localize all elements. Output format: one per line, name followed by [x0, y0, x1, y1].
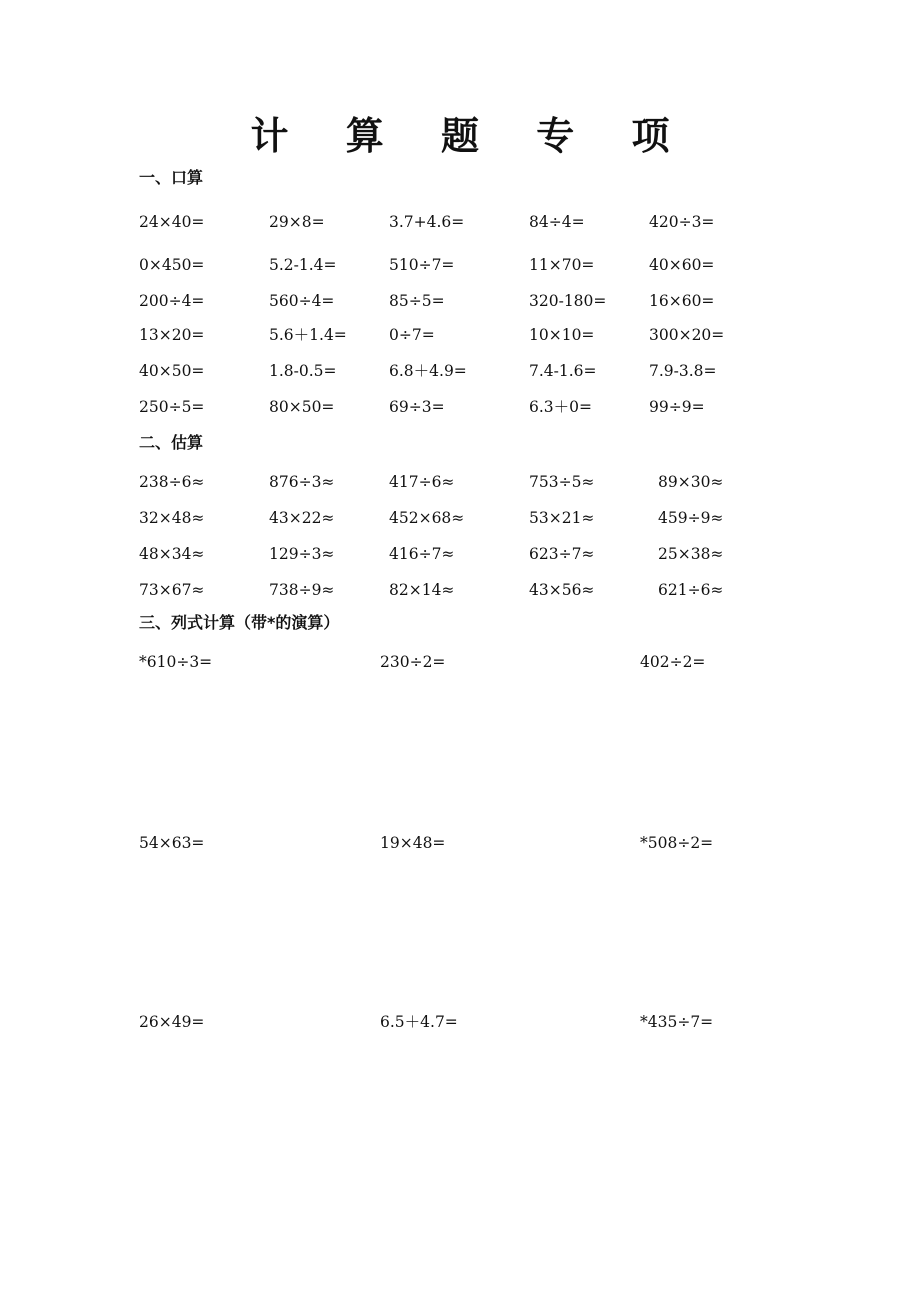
problem: 6.8＋4.9=	[389, 362, 467, 380]
problem: 416÷7≈	[389, 545, 455, 563]
problem: 753÷5≈	[529, 473, 595, 491]
problem: 230÷2=	[380, 653, 446, 671]
problem: 69÷3=	[389, 398, 445, 416]
problem: 26×49=	[139, 1013, 205, 1031]
problem: 238÷6≈	[139, 473, 205, 491]
problem: 560÷4=	[269, 292, 335, 310]
problem: 16×60=	[649, 292, 715, 310]
section-heading-estimation: 二、估算	[139, 433, 204, 452]
section-heading-written-calculation: 三、列式计算（带*的演算）	[139, 613, 340, 632]
estimation-row	[0, 544, 920, 564]
problem: *435÷7=	[640, 1013, 714, 1031]
mental-arithmetic-row	[0, 325, 920, 345]
problem: 1.8-0.5=	[269, 362, 337, 380]
problem: 84÷4=	[529, 213, 585, 231]
problem: 250÷5=	[139, 398, 205, 416]
estimation-row	[0, 472, 920, 492]
problem: 89×30≈	[658, 473, 724, 491]
problem: 459÷9≈	[658, 509, 724, 527]
mental-arithmetic-row	[0, 255, 920, 275]
estimation-row	[0, 580, 920, 600]
problem: 99÷9=	[649, 398, 705, 416]
problem: 73×67≈	[139, 581, 205, 599]
problem: 452×68≈	[389, 509, 465, 527]
problem: 82×14≈	[389, 581, 455, 599]
problem: 300×20=	[649, 326, 725, 344]
problem: 80×50=	[269, 398, 335, 416]
problem: 54×63=	[139, 834, 205, 852]
problem: 19×48=	[380, 834, 446, 852]
problem: 402÷2=	[640, 653, 706, 671]
problem: 29×8=	[269, 213, 325, 231]
mental-arithmetic-row	[0, 397, 920, 417]
problem: 13×20=	[139, 326, 205, 344]
problem: 7.9-3.8=	[649, 362, 717, 380]
problem: 510÷7=	[389, 256, 455, 274]
problem: 320-180=	[529, 292, 607, 310]
problem: 738÷9≈	[269, 581, 335, 599]
mental-arithmetic-row	[0, 212, 920, 232]
problem: 43×56≈	[529, 581, 595, 599]
problem: *610÷3=	[139, 653, 213, 671]
problem: 40×50=	[139, 362, 205, 380]
problem: 7.4-1.6=	[529, 362, 597, 380]
problem: 24×40=	[139, 213, 205, 231]
problem: 0÷7=	[389, 326, 435, 344]
problem: 623÷7≈	[529, 545, 595, 563]
written-calculation-row	[0, 652, 920, 672]
problem: 48×34≈	[139, 545, 205, 563]
mental-arithmetic-row	[0, 291, 920, 311]
problem: 11×70=	[529, 256, 595, 274]
problem: 129÷3≈	[269, 545, 335, 563]
problem: *508÷2=	[640, 834, 714, 852]
estimation-row	[0, 508, 920, 528]
problem: 3.7+4.6=	[389, 213, 465, 231]
problem: 621÷6≈	[658, 581, 724, 599]
problem: 10×10=	[529, 326, 595, 344]
problem: 6.5＋4.7=	[380, 1013, 458, 1031]
problem: 32×48≈	[139, 509, 205, 527]
written-calculation-row	[0, 833, 920, 853]
written-calculation-row	[0, 1012, 920, 1032]
page-title: 计 算 题 专 项	[250, 114, 692, 158]
problem: 25×38≈	[658, 545, 724, 563]
problem: 5.2-1.4=	[269, 256, 337, 274]
problem: 53×21≈	[529, 509, 595, 527]
problem: 876÷3≈	[269, 473, 335, 491]
problem: 420÷3=	[649, 213, 715, 231]
section-heading-mental-arithmetic: 一、口算	[139, 168, 204, 187]
problem: 5.6＋1.4=	[269, 326, 347, 344]
problem: 85÷5=	[389, 292, 445, 310]
problem: 43×22≈	[269, 509, 335, 527]
problem: 40×60=	[649, 256, 715, 274]
mental-arithmetic-row	[0, 361, 920, 381]
problem: 6.3＋0=	[529, 398, 592, 416]
problem: 200÷4=	[139, 292, 205, 310]
problem: 0×450=	[139, 256, 205, 274]
problem: 417÷6≈	[389, 473, 455, 491]
